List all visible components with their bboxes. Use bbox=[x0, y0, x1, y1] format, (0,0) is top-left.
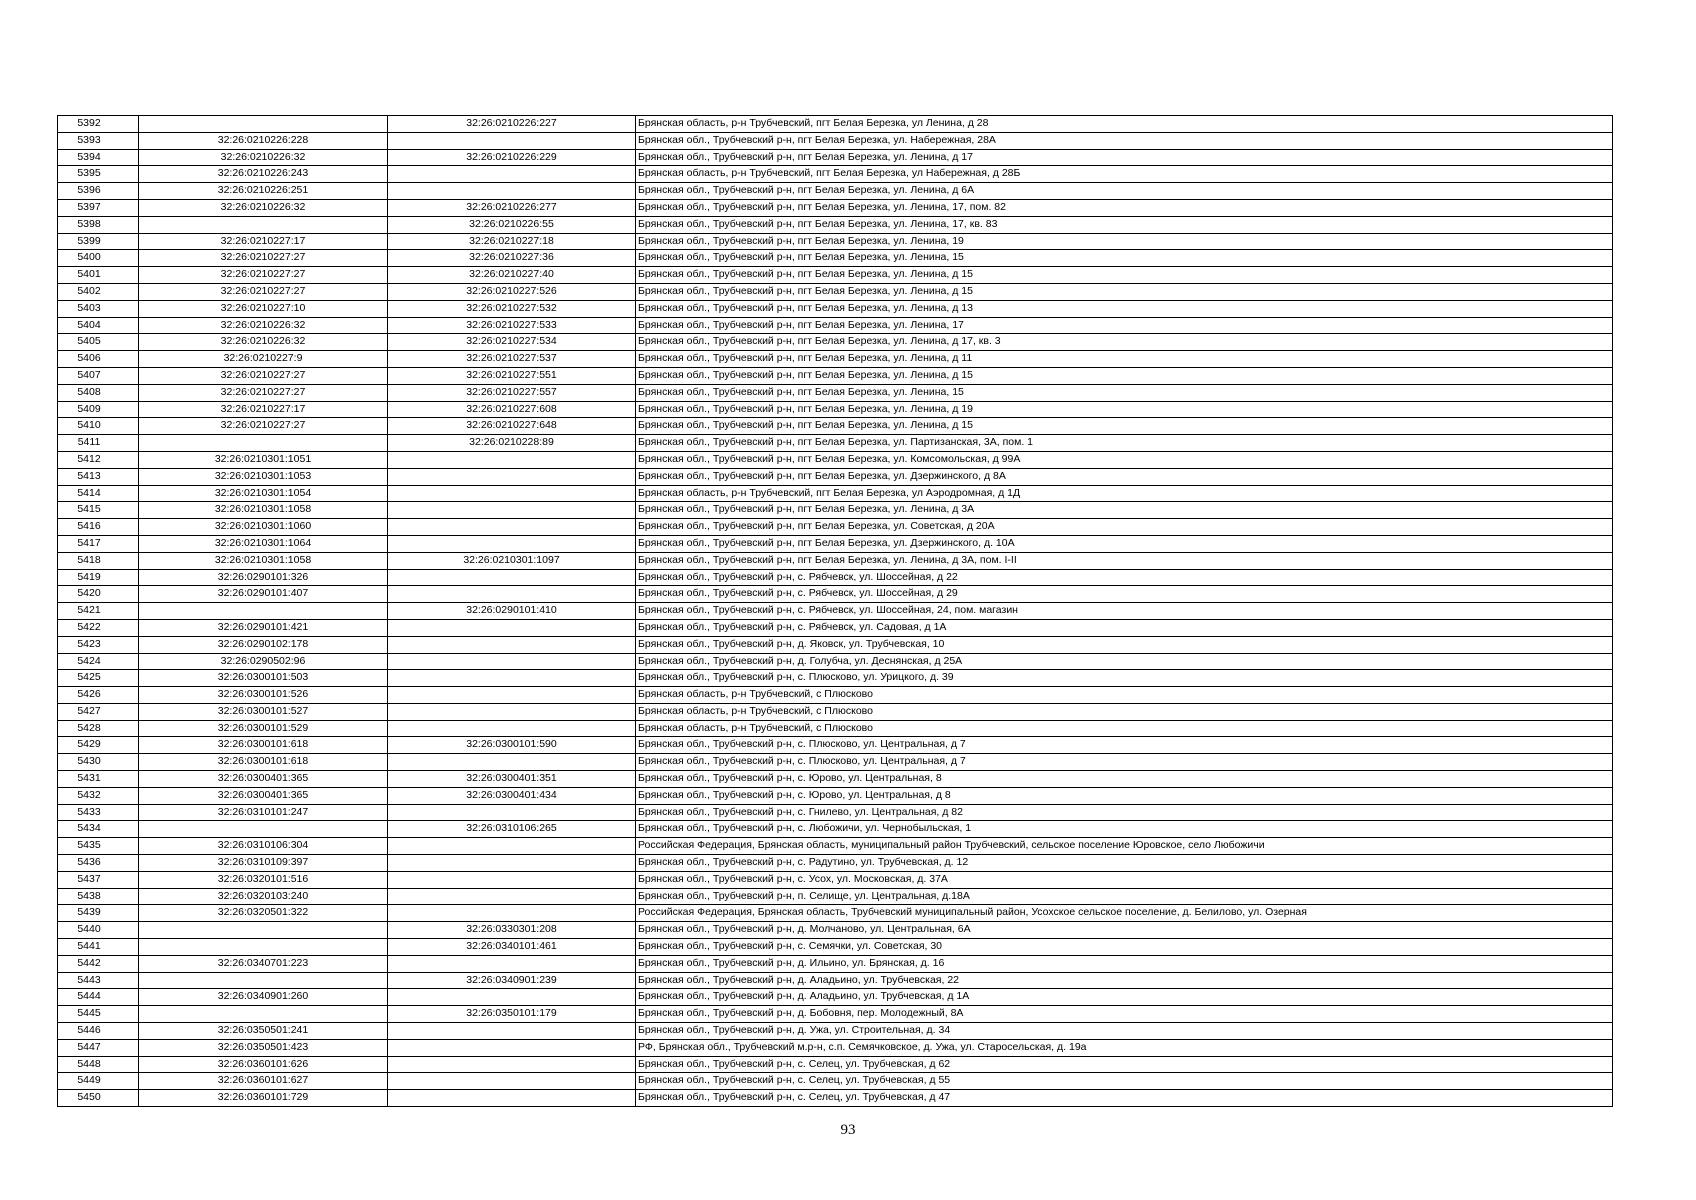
cadastral-number-cell: 32:26:0300101:503 bbox=[139, 670, 388, 687]
row-number-cell: 5414 bbox=[58, 485, 139, 502]
table-row bbox=[58, 939, 1613, 956]
related-cadastral-number-cell bbox=[388, 183, 636, 200]
related-cadastral-number-cell: 32:26:0310106:265 bbox=[388, 821, 636, 838]
cadastral-number-cell: 32:26:0360101:729 bbox=[139, 1090, 388, 1107]
address-cell: Брянская обл., Трубчевский р-н, с. Селец, ул. Трубчевская, д 62 bbox=[636, 1056, 1613, 1073]
row-number-cell: 5432 bbox=[58, 787, 139, 804]
row-number-cell: 5417 bbox=[58, 535, 139, 552]
cadastral-number-cell bbox=[139, 1006, 388, 1023]
cadastral-number-cell: 32:26:0320103:240 bbox=[139, 888, 388, 905]
table-row bbox=[58, 435, 1613, 452]
table-row bbox=[58, 871, 1613, 888]
cadastral-number-cell: 32:26:0290101:407 bbox=[139, 586, 388, 603]
address-cell: Брянская обл., Трубчевский р-н, д. Ужа, ул. Строительная, д. 34 bbox=[636, 1023, 1613, 1040]
cadastral-number-cell: 32:26:0300401:365 bbox=[139, 787, 388, 804]
related-cadastral-number-cell: 32:26:0210227:40 bbox=[388, 267, 636, 284]
cadastral-number-cell: 32:26:0300401:365 bbox=[139, 771, 388, 788]
table-row bbox=[58, 821, 1613, 838]
row-number-cell: 5409 bbox=[58, 401, 139, 418]
address-cell: Брянская область, р-н Трубчевский, с Плюсково bbox=[636, 703, 1613, 720]
row-number-cell: 5396 bbox=[58, 183, 139, 200]
cadastral-number-cell bbox=[139, 821, 388, 838]
table-row bbox=[58, 1039, 1613, 1056]
address-cell: Брянская обл., Трубчевский р-н, пгт Белая Березка, ул. Набережная, 28А bbox=[636, 132, 1613, 149]
related-cadastral-number-cell bbox=[388, 720, 636, 737]
related-cadastral-number-cell: 32:26:0300401:434 bbox=[388, 787, 636, 804]
row-number-cell: 5434 bbox=[58, 821, 139, 838]
cadastral-number-cell bbox=[139, 939, 388, 956]
row-number-cell: 5395 bbox=[58, 166, 139, 183]
cadastral-number-cell: 32:26:0210227:17 bbox=[139, 401, 388, 418]
row-number-cell: 5420 bbox=[58, 586, 139, 603]
row-number-cell: 5439 bbox=[58, 905, 139, 922]
related-cadastral-number-cell: 32:26:0300101:590 bbox=[388, 737, 636, 754]
address-cell: Брянская обл., Трубчевский р-н, д. Аладьино, ул. Трубчевская, 22 bbox=[636, 972, 1613, 989]
row-number-cell: 5399 bbox=[58, 233, 139, 250]
row-number-cell: 5429 bbox=[58, 737, 139, 754]
related-cadastral-number-cell: 32:26:0210227:608 bbox=[388, 401, 636, 418]
address-cell: Брянская обл., Трубчевский р-н, пгт Белая Березка, ул. Советская, д 20А bbox=[636, 519, 1613, 536]
address-cell: Брянская обл., Трубчевский р-н, пгт Белая Березка, ул. Ленина, д 3А, пом. I-II bbox=[636, 552, 1613, 569]
cadastral-number-cell: 32:26:0210227:27 bbox=[139, 367, 388, 384]
cadastral-number-cell: 32:26:0210226:32 bbox=[139, 317, 388, 334]
row-number-cell: 5448 bbox=[58, 1056, 139, 1073]
address-cell: Брянская обл., Трубчевский р-н, с. Юрово, ул. Центральная, д 8 bbox=[636, 787, 1613, 804]
table-row bbox=[58, 166, 1613, 183]
table-row bbox=[58, 183, 1613, 200]
table-row bbox=[58, 216, 1613, 233]
address-cell: Брянская обл., Трубчевский р-н, пгт Белая Березка, ул. Ленина, д 13 bbox=[636, 300, 1613, 317]
table-row bbox=[58, 384, 1613, 401]
cadastral-number-cell: 32:26:0210301:1060 bbox=[139, 519, 388, 536]
related-cadastral-number-cell bbox=[388, 955, 636, 972]
related-cadastral-number-cell bbox=[388, 586, 636, 603]
cadastral-number-cell: 32:26:0210301:1051 bbox=[139, 451, 388, 468]
row-number-cell: 5444 bbox=[58, 989, 139, 1006]
related-cadastral-number-cell bbox=[388, 619, 636, 636]
address-cell: Брянская обл., Трубчевский р-н, с. Любожичи, ул. Чернобыльская, 1 bbox=[636, 821, 1613, 838]
table-row bbox=[58, 116, 1613, 133]
cadastral-number-cell: 32:26:0210227:10 bbox=[139, 300, 388, 317]
address-cell: РФ, Брянская обл., Трубчевский м.р-н, с.п. Семячковское, д. Ужа, ул. Старосельская, д. 19а bbox=[636, 1039, 1613, 1056]
related-cadastral-number-cell: 32:26:0210227:534 bbox=[388, 334, 636, 351]
cadastral-number-cell: 32:26:0210226:32 bbox=[139, 149, 388, 166]
table-row bbox=[58, 754, 1613, 771]
table-row bbox=[58, 485, 1613, 502]
row-number-cell: 5413 bbox=[58, 468, 139, 485]
address-cell: Брянская обл., Трубчевский р-н, пгт Белая Березка, ул. Ленина, д 6А bbox=[636, 183, 1613, 200]
row-number-cell: 5422 bbox=[58, 619, 139, 636]
address-cell: Брянская область, р-н Трубчевский, пгт Белая Березка, ул Ленина, д 28 bbox=[636, 116, 1613, 133]
row-number-cell: 5410 bbox=[58, 418, 139, 435]
related-cadastral-number-cell: 32:26:0210227:36 bbox=[388, 250, 636, 267]
cadastral-number-cell: 32:26:0290101:421 bbox=[139, 619, 388, 636]
table-row bbox=[58, 787, 1613, 804]
table-row bbox=[58, 687, 1613, 704]
table-row bbox=[58, 720, 1613, 737]
cadastral-number-cell: 32:26:0210301:1054 bbox=[139, 485, 388, 502]
related-cadastral-number-cell bbox=[388, 132, 636, 149]
related-cadastral-number-cell bbox=[388, 1073, 636, 1090]
cadastral-number-cell: 32:26:0210227:27 bbox=[139, 283, 388, 300]
related-cadastral-number-cell bbox=[388, 519, 636, 536]
related-cadastral-number-cell: 32:26:0340901:239 bbox=[388, 972, 636, 989]
row-number-cell: 5428 bbox=[58, 720, 139, 737]
cadastral-number-cell bbox=[139, 216, 388, 233]
row-number-cell: 5431 bbox=[58, 771, 139, 788]
row-number-cell: 5393 bbox=[58, 132, 139, 149]
related-cadastral-number-cell bbox=[388, 653, 636, 670]
cadastral-number-cell: 32:26:0310101:247 bbox=[139, 804, 388, 821]
table-row bbox=[58, 922, 1613, 939]
table-row bbox=[58, 552, 1613, 569]
cadastral-number-cell: 32:26:0340901:260 bbox=[139, 989, 388, 1006]
address-cell: Брянская обл., Трубчевский р-н, пгт Белая Березка, ул. Ленина, 15 bbox=[636, 250, 1613, 267]
row-number-cell: 5430 bbox=[58, 754, 139, 771]
row-number-cell: 5407 bbox=[58, 367, 139, 384]
table-row bbox=[58, 300, 1613, 317]
row-number-cell: 5408 bbox=[58, 384, 139, 401]
cadastral-number-cell: 32:26:0360101:626 bbox=[139, 1056, 388, 1073]
cadastral-number-cell: 32:26:0210226:32 bbox=[139, 334, 388, 351]
table-row bbox=[58, 351, 1613, 368]
related-cadastral-number-cell bbox=[388, 1023, 636, 1040]
row-number-cell: 5394 bbox=[58, 149, 139, 166]
row-number-cell: 5397 bbox=[58, 199, 139, 216]
address-cell: Брянская обл., Трубчевский р-н, пгт Белая Березка, ул. Ленина, 15 bbox=[636, 384, 1613, 401]
address-cell: Брянская обл., Трубчевский р-н, пгт Белая Березка, ул. Ленина, 17, кв. 83 bbox=[636, 216, 1613, 233]
related-cadastral-number-cell: 32:26:0210301:1097 bbox=[388, 552, 636, 569]
cadastral-number-cell: 32:26:0360101:627 bbox=[139, 1073, 388, 1090]
table-row bbox=[58, 250, 1613, 267]
related-cadastral-number-cell: 32:26:0210227:533 bbox=[388, 317, 636, 334]
related-cadastral-number-cell bbox=[388, 535, 636, 552]
row-number-cell: 5400 bbox=[58, 250, 139, 267]
row-number-cell: 5404 bbox=[58, 317, 139, 334]
related-cadastral-number-cell bbox=[388, 838, 636, 855]
row-number-cell: 5402 bbox=[58, 283, 139, 300]
cadastral-number-cell: 32:26:0210301:1058 bbox=[139, 552, 388, 569]
related-cadastral-number-cell bbox=[388, 905, 636, 922]
address-cell: Брянская обл., Трубчевский р-н, с. Селец, ул. Трубчевская, д 55 bbox=[636, 1073, 1613, 1090]
table-row bbox=[58, 535, 1613, 552]
table-row bbox=[58, 586, 1613, 603]
related-cadastral-number-cell: 32:26:0210227:648 bbox=[388, 418, 636, 435]
row-number-cell: 5440 bbox=[58, 922, 139, 939]
row-number-cell: 5447 bbox=[58, 1039, 139, 1056]
row-number-cell: 5392 bbox=[58, 116, 139, 133]
address-cell: Брянская обл., Трубчевский р-н, с. Рябчевск, ул. Садовая, д 1А bbox=[636, 619, 1613, 636]
related-cadastral-number-cell bbox=[388, 804, 636, 821]
page-number: 93 bbox=[840, 1122, 856, 1138]
cadastral-number-cell: 32:26:0320501:322 bbox=[139, 905, 388, 922]
row-number-cell: 5412 bbox=[58, 451, 139, 468]
row-number-cell: 5424 bbox=[58, 653, 139, 670]
related-cadastral-number-cell: 32:26:0290101:410 bbox=[388, 603, 636, 620]
address-cell: Брянская обл., Трубчевский р-н, с. Рябчевск, ул. Шоссейная, 24, пом. магазин bbox=[636, 603, 1613, 620]
related-cadastral-number-cell bbox=[388, 754, 636, 771]
cadastral-number-cell: 32:26:0210227:9 bbox=[139, 351, 388, 368]
cadastral-number-cell: 32:26:0300101:618 bbox=[139, 754, 388, 771]
table-row bbox=[58, 1090, 1613, 1107]
cadastral-number-cell: 32:26:0300101:529 bbox=[139, 720, 388, 737]
table-row bbox=[58, 367, 1613, 384]
table-row bbox=[58, 1056, 1613, 1073]
address-cell: Российская Федерация, Брянская область, муниципальный район Трубчевский, сельское поселение Юровское, село Любожичи bbox=[636, 838, 1613, 855]
address-cell: Брянская обл., Трубчевский р-н, с. Усох, ул. Московская, д. 37А bbox=[636, 871, 1613, 888]
row-number-cell: 5405 bbox=[58, 334, 139, 351]
address-cell: Брянская обл., Трубчевский р-н, пгт Белая Березка, ул. Ленина, д 15 bbox=[636, 267, 1613, 284]
row-number-cell: 5425 bbox=[58, 670, 139, 687]
table-row bbox=[58, 653, 1613, 670]
address-cell: Брянская обл., Трубчевский р-н, пгт Белая Березка, ул. Ленина, д 17, кв. 3 bbox=[636, 334, 1613, 351]
row-number-cell: 5433 bbox=[58, 804, 139, 821]
row-number-cell: 5418 bbox=[58, 552, 139, 569]
row-number-cell: 5423 bbox=[58, 636, 139, 653]
property-table bbox=[57, 115, 1613, 1107]
table-row bbox=[58, 737, 1613, 754]
table-row bbox=[58, 703, 1613, 720]
address-cell: Российская Федерация, Брянская область, Трубчевский муниципальный район, Усохское сельское поселение, д. Белилово, ул. Озерная bbox=[636, 905, 1613, 922]
address-cell: Брянская обл., Трубчевский р-н, с. Рябчевск, ул. Шоссейная, д 22 bbox=[636, 569, 1613, 586]
address-cell: Брянская обл., Трубчевский р-н, д. Молчаново, ул. Центральная, 6А bbox=[636, 922, 1613, 939]
address-cell: Брянская обл., Трубчевский р-н, пгт Белая Березка, ул. Ленина, д 19 bbox=[636, 401, 1613, 418]
row-number-cell: 5416 bbox=[58, 519, 139, 536]
address-cell: Брянская область, р-н Трубчевский, пгт Белая Березка, ул Набережная, д 28Б bbox=[636, 166, 1613, 183]
table-row bbox=[58, 283, 1613, 300]
row-number-cell: 5438 bbox=[58, 888, 139, 905]
cadastral-number-cell: 32:26:0350501:423 bbox=[139, 1039, 388, 1056]
related-cadastral-number-cell: 32:26:0210226:229 bbox=[388, 149, 636, 166]
row-number-cell: 5442 bbox=[58, 955, 139, 972]
table-row bbox=[58, 199, 1613, 216]
cadastral-number-cell: 32:26:0210226:32 bbox=[139, 199, 388, 216]
address-cell: Брянская обл., Трубчевский р-н, д. Ильино, ул. Брянская, д. 16 bbox=[636, 955, 1613, 972]
related-cadastral-number-cell bbox=[388, 989, 636, 1006]
related-cadastral-number-cell bbox=[388, 502, 636, 519]
table-row bbox=[58, 670, 1613, 687]
cadastral-number-cell: 32:26:0210227:27 bbox=[139, 418, 388, 435]
address-cell: Брянская обл., Трубчевский р-н, пгт Белая Березка, ул. Ленина, д 15 bbox=[636, 367, 1613, 384]
address-cell: Брянская обл., Трубчевский р-н, с. Плюсково, ул. Центральная, д 7 bbox=[636, 737, 1613, 754]
table-row bbox=[58, 603, 1613, 620]
related-cadastral-number-cell: 32:26:0210227:18 bbox=[388, 233, 636, 250]
cadastral-number-cell: 32:26:0290101:326 bbox=[139, 569, 388, 586]
cadastral-number-cell: 32:26:0290102:178 bbox=[139, 636, 388, 653]
cadastral-number-cell: 32:26:0210226:243 bbox=[139, 166, 388, 183]
cadastral-number-cell: 32:26:0210226:228 bbox=[139, 132, 388, 149]
related-cadastral-number-cell bbox=[388, 888, 636, 905]
address-cell: Брянская обл., Трубчевский р-н, пгт Белая Березка, ул. Ленина, д 15 bbox=[636, 283, 1613, 300]
table-row bbox=[58, 972, 1613, 989]
cadastral-number-cell: 32:26:0210227:27 bbox=[139, 384, 388, 401]
row-number-cell: 5449 bbox=[58, 1073, 139, 1090]
table-row bbox=[58, 1073, 1613, 1090]
row-number-cell: 5403 bbox=[58, 300, 139, 317]
related-cadastral-number-cell bbox=[388, 1039, 636, 1056]
cadastral-number-cell: 32:26:0300101:618 bbox=[139, 737, 388, 754]
related-cadastral-number-cell: 32:26:0340101:461 bbox=[388, 939, 636, 956]
row-number-cell: 5421 bbox=[58, 603, 139, 620]
row-number-cell: 5401 bbox=[58, 267, 139, 284]
address-cell: Брянская обл., Трубчевский р-н, пгт Белая Березка, ул. Ленина, 17, пом. 82 bbox=[636, 199, 1613, 216]
cadastral-number-cell: 32:26:0290502:96 bbox=[139, 653, 388, 670]
address-cell: Брянская область, р-н Трубчевский, пгт Белая Березка, ул Аэродромная, д 1Д bbox=[636, 485, 1613, 502]
table-row bbox=[58, 838, 1613, 855]
table-row bbox=[58, 132, 1613, 149]
table-row bbox=[58, 233, 1613, 250]
related-cadastral-number-cell bbox=[388, 1056, 636, 1073]
table-row bbox=[58, 418, 1613, 435]
cadastral-number-cell bbox=[139, 435, 388, 452]
row-number-cell: 5419 bbox=[58, 569, 139, 586]
cadastral-number-cell: 32:26:0310109:397 bbox=[139, 855, 388, 872]
table-row bbox=[58, 267, 1613, 284]
address-cell: Брянская обл., Трубчевский р-н, пгт Белая Березка, ул. Ленина, д 17 bbox=[636, 149, 1613, 166]
row-number-cell: 5445 bbox=[58, 1006, 139, 1023]
row-number-cell: 5435 bbox=[58, 838, 139, 855]
cadastral-number-cell: 32:26:0320101:516 bbox=[139, 871, 388, 888]
cadastral-number-cell: 32:26:0340701:223 bbox=[139, 955, 388, 972]
related-cadastral-number-cell bbox=[388, 687, 636, 704]
address-cell: Брянская обл., Трубчевский р-н, с. Плюсково, ул. Центральная, д 7 bbox=[636, 754, 1613, 771]
related-cadastral-number-cell bbox=[388, 1090, 636, 1107]
row-number-cell: 5450 bbox=[58, 1090, 139, 1107]
row-number-cell: 5406 bbox=[58, 351, 139, 368]
table-row bbox=[58, 569, 1613, 586]
row-number-cell: 5426 bbox=[58, 687, 139, 704]
row-number-cell: 5446 bbox=[58, 1023, 139, 1040]
address-cell: Брянская обл., Трубчевский р-н, пгт Белая Березка, ул. Ленина, 19 bbox=[636, 233, 1613, 250]
table-row bbox=[58, 451, 1613, 468]
row-number-cell: 5437 bbox=[58, 871, 139, 888]
related-cadastral-number-cell: 32:26:0330301:208 bbox=[388, 922, 636, 939]
address-cell: Брянская обл., Трубчевский р-н, д. Аладьино, ул. Трубчевская, д 1А bbox=[636, 989, 1613, 1006]
row-number-cell: 5443 bbox=[58, 972, 139, 989]
cadastral-number-cell: 32:26:0310106:304 bbox=[139, 838, 388, 855]
address-cell: Брянская обл., Трубчевский р-н, пгт Белая Березка, ул. Дзержинского, д 8А bbox=[636, 468, 1613, 485]
address-cell: Брянская обл., Трубчевский р-н, д. Бобовня, пер. Молодежный, 8А bbox=[636, 1006, 1613, 1023]
related-cadastral-number-cell bbox=[388, 871, 636, 888]
related-cadastral-number-cell bbox=[388, 451, 636, 468]
address-cell: Брянская обл., Трубчевский р-н, с. Гнилево, ул. Центральная, д 82 bbox=[636, 804, 1613, 821]
related-cadastral-number-cell: 32:26:0210226:227 bbox=[388, 116, 636, 133]
cadastral-number-cell: 32:26:0210301:1064 bbox=[139, 535, 388, 552]
address-cell: Брянская область, р-н Трубчевский, с Плюсково bbox=[636, 687, 1613, 704]
related-cadastral-number-cell: 32:26:0350101:179 bbox=[388, 1006, 636, 1023]
address-cell: Брянская обл., Трубчевский р-н, с. Юрово, ул. Центральная, 8 bbox=[636, 771, 1613, 788]
cadastral-number-cell: 32:26:0210301:1058 bbox=[139, 502, 388, 519]
table-row bbox=[58, 149, 1613, 166]
address-cell: Брянская обл., Трубчевский р-н, с. Радутино, ул. Трубчевская, д. 12 bbox=[636, 855, 1613, 872]
table-row bbox=[58, 317, 1613, 334]
address-cell: Брянская обл., Трубчевский р-н, пгт Белая Березка, ул. Дзержинского, д. 10А bbox=[636, 535, 1613, 552]
address-cell: Брянская обл., Трубчевский р-н, с. Семячки, ул. Советская, 30 bbox=[636, 939, 1613, 956]
related-cadastral-number-cell: 32:26:0210227:557 bbox=[388, 384, 636, 401]
related-cadastral-number-cell bbox=[388, 636, 636, 653]
related-cadastral-number-cell: 32:26:0210226:55 bbox=[388, 216, 636, 233]
related-cadastral-number-cell: 32:26:0210227:551 bbox=[388, 367, 636, 384]
related-cadastral-number-cell: 32:26:0210227:532 bbox=[388, 300, 636, 317]
related-cadastral-number-cell bbox=[388, 855, 636, 872]
row-number-cell: 5427 bbox=[58, 703, 139, 720]
table-row bbox=[58, 804, 1613, 821]
cadastral-number-cell bbox=[139, 603, 388, 620]
cadastral-number-cell: 32:26:0210226:251 bbox=[139, 183, 388, 200]
table-row bbox=[58, 468, 1613, 485]
table-row bbox=[58, 855, 1613, 872]
table-row bbox=[58, 334, 1613, 351]
row-number-cell: 5398 bbox=[58, 216, 139, 233]
table-row bbox=[58, 888, 1613, 905]
related-cadastral-number-cell bbox=[388, 569, 636, 586]
related-cadastral-number-cell: 32:26:0300401:351 bbox=[388, 771, 636, 788]
address-cell: Брянская обл., Трубчевский р-н, д. Голубча, ул. Деснянская, д 25А bbox=[636, 653, 1613, 670]
table-row bbox=[58, 636, 1613, 653]
related-cadastral-number-cell bbox=[388, 703, 636, 720]
related-cadastral-number-cell: 32:26:0210227:537 bbox=[388, 351, 636, 368]
cadastral-number-cell: 32:26:0210227:27 bbox=[139, 267, 388, 284]
address-cell: Брянская обл., Трубчевский р-н, пгт Белая Березка, ул. Ленина, д 15 bbox=[636, 418, 1613, 435]
related-cadastral-number-cell: 32:26:0210228:89 bbox=[388, 435, 636, 452]
cadastral-number-cell: 32:26:0350501:241 bbox=[139, 1023, 388, 1040]
cadastral-number-cell: 32:26:0210227:27 bbox=[139, 250, 388, 267]
address-cell: Брянская обл., Трубчевский р-н, с. Селец, ул. Трубчевская, д 47 bbox=[636, 1090, 1613, 1107]
cadastral-number-cell: 32:26:0210227:17 bbox=[139, 233, 388, 250]
table-row bbox=[58, 771, 1613, 788]
row-number-cell: 5436 bbox=[58, 855, 139, 872]
table-row bbox=[58, 1006, 1613, 1023]
row-number-cell: 5441 bbox=[58, 939, 139, 956]
cadastral-number-cell: 32:26:0210301:1053 bbox=[139, 468, 388, 485]
row-number-cell: 5415 bbox=[58, 502, 139, 519]
related-cadastral-number-cell bbox=[388, 485, 636, 502]
table-row bbox=[58, 502, 1613, 519]
related-cadastral-number-cell bbox=[388, 166, 636, 183]
address-cell: Брянская обл., Трубчевский р-н, пгт Белая Березка, ул. Ленина, 17 bbox=[636, 317, 1613, 334]
cadastral-number-cell: 32:26:0300101:527 bbox=[139, 703, 388, 720]
related-cadastral-number-cell bbox=[388, 670, 636, 687]
related-cadastral-number-cell: 32:26:0210226:277 bbox=[388, 199, 636, 216]
cadastral-number-cell bbox=[139, 116, 388, 133]
table-row bbox=[58, 989, 1613, 1006]
cadastral-number-cell bbox=[139, 922, 388, 939]
table-row bbox=[58, 905, 1613, 922]
property-table-body bbox=[58, 116, 1613, 1107]
table-row bbox=[58, 955, 1613, 972]
cadastral-number-cell: 32:26:0300101:526 bbox=[139, 687, 388, 704]
table-row bbox=[58, 401, 1613, 418]
address-cell: Брянская обл., Трубчевский р-н, пгт Белая Березка, ул. Комсомольская, д 99А bbox=[636, 451, 1613, 468]
related-cadastral-number-cell: 32:26:0210227:526 bbox=[388, 283, 636, 300]
table-row bbox=[58, 1023, 1613, 1040]
cadastral-number-cell bbox=[139, 972, 388, 989]
table-row bbox=[58, 619, 1613, 636]
table-row bbox=[58, 519, 1613, 536]
row-number-cell: 5411 bbox=[58, 435, 139, 452]
address-cell: Брянская обл., Трубчевский р-н, с. Плюсково, ул. Урицкого, д. 39 bbox=[636, 670, 1613, 687]
address-cell: Брянская область, р-н Трубчевский, с Плюсково bbox=[636, 720, 1613, 737]
address-cell: Брянская обл., Трубчевский р-н, д. Яковск, ул. Трубчевская, 10 bbox=[636, 636, 1613, 653]
address-cell: Брянская обл., Трубчевский р-н, пгт Белая Березка, ул. Ленина, д 11 bbox=[636, 351, 1613, 368]
address-cell: Брянская обл., Трубчевский р-н, пгт Белая Березка, ул. Ленина, д 3А bbox=[636, 502, 1613, 519]
address-cell: Брянская обл., Трубчевский р-н, с. Рябчевск, ул. Шоссейная, д 29 bbox=[636, 586, 1613, 603]
address-cell: Брянская обл., Трубчевский р-н, п. Селище, ул. Центральная, д.18А bbox=[636, 888, 1613, 905]
address-cell: Брянская обл., Трубчевский р-н, пгт Белая Березка, ул. Партизанская, 3А, пом. 1 bbox=[636, 435, 1613, 452]
related-cadastral-number-cell bbox=[388, 468, 636, 485]
